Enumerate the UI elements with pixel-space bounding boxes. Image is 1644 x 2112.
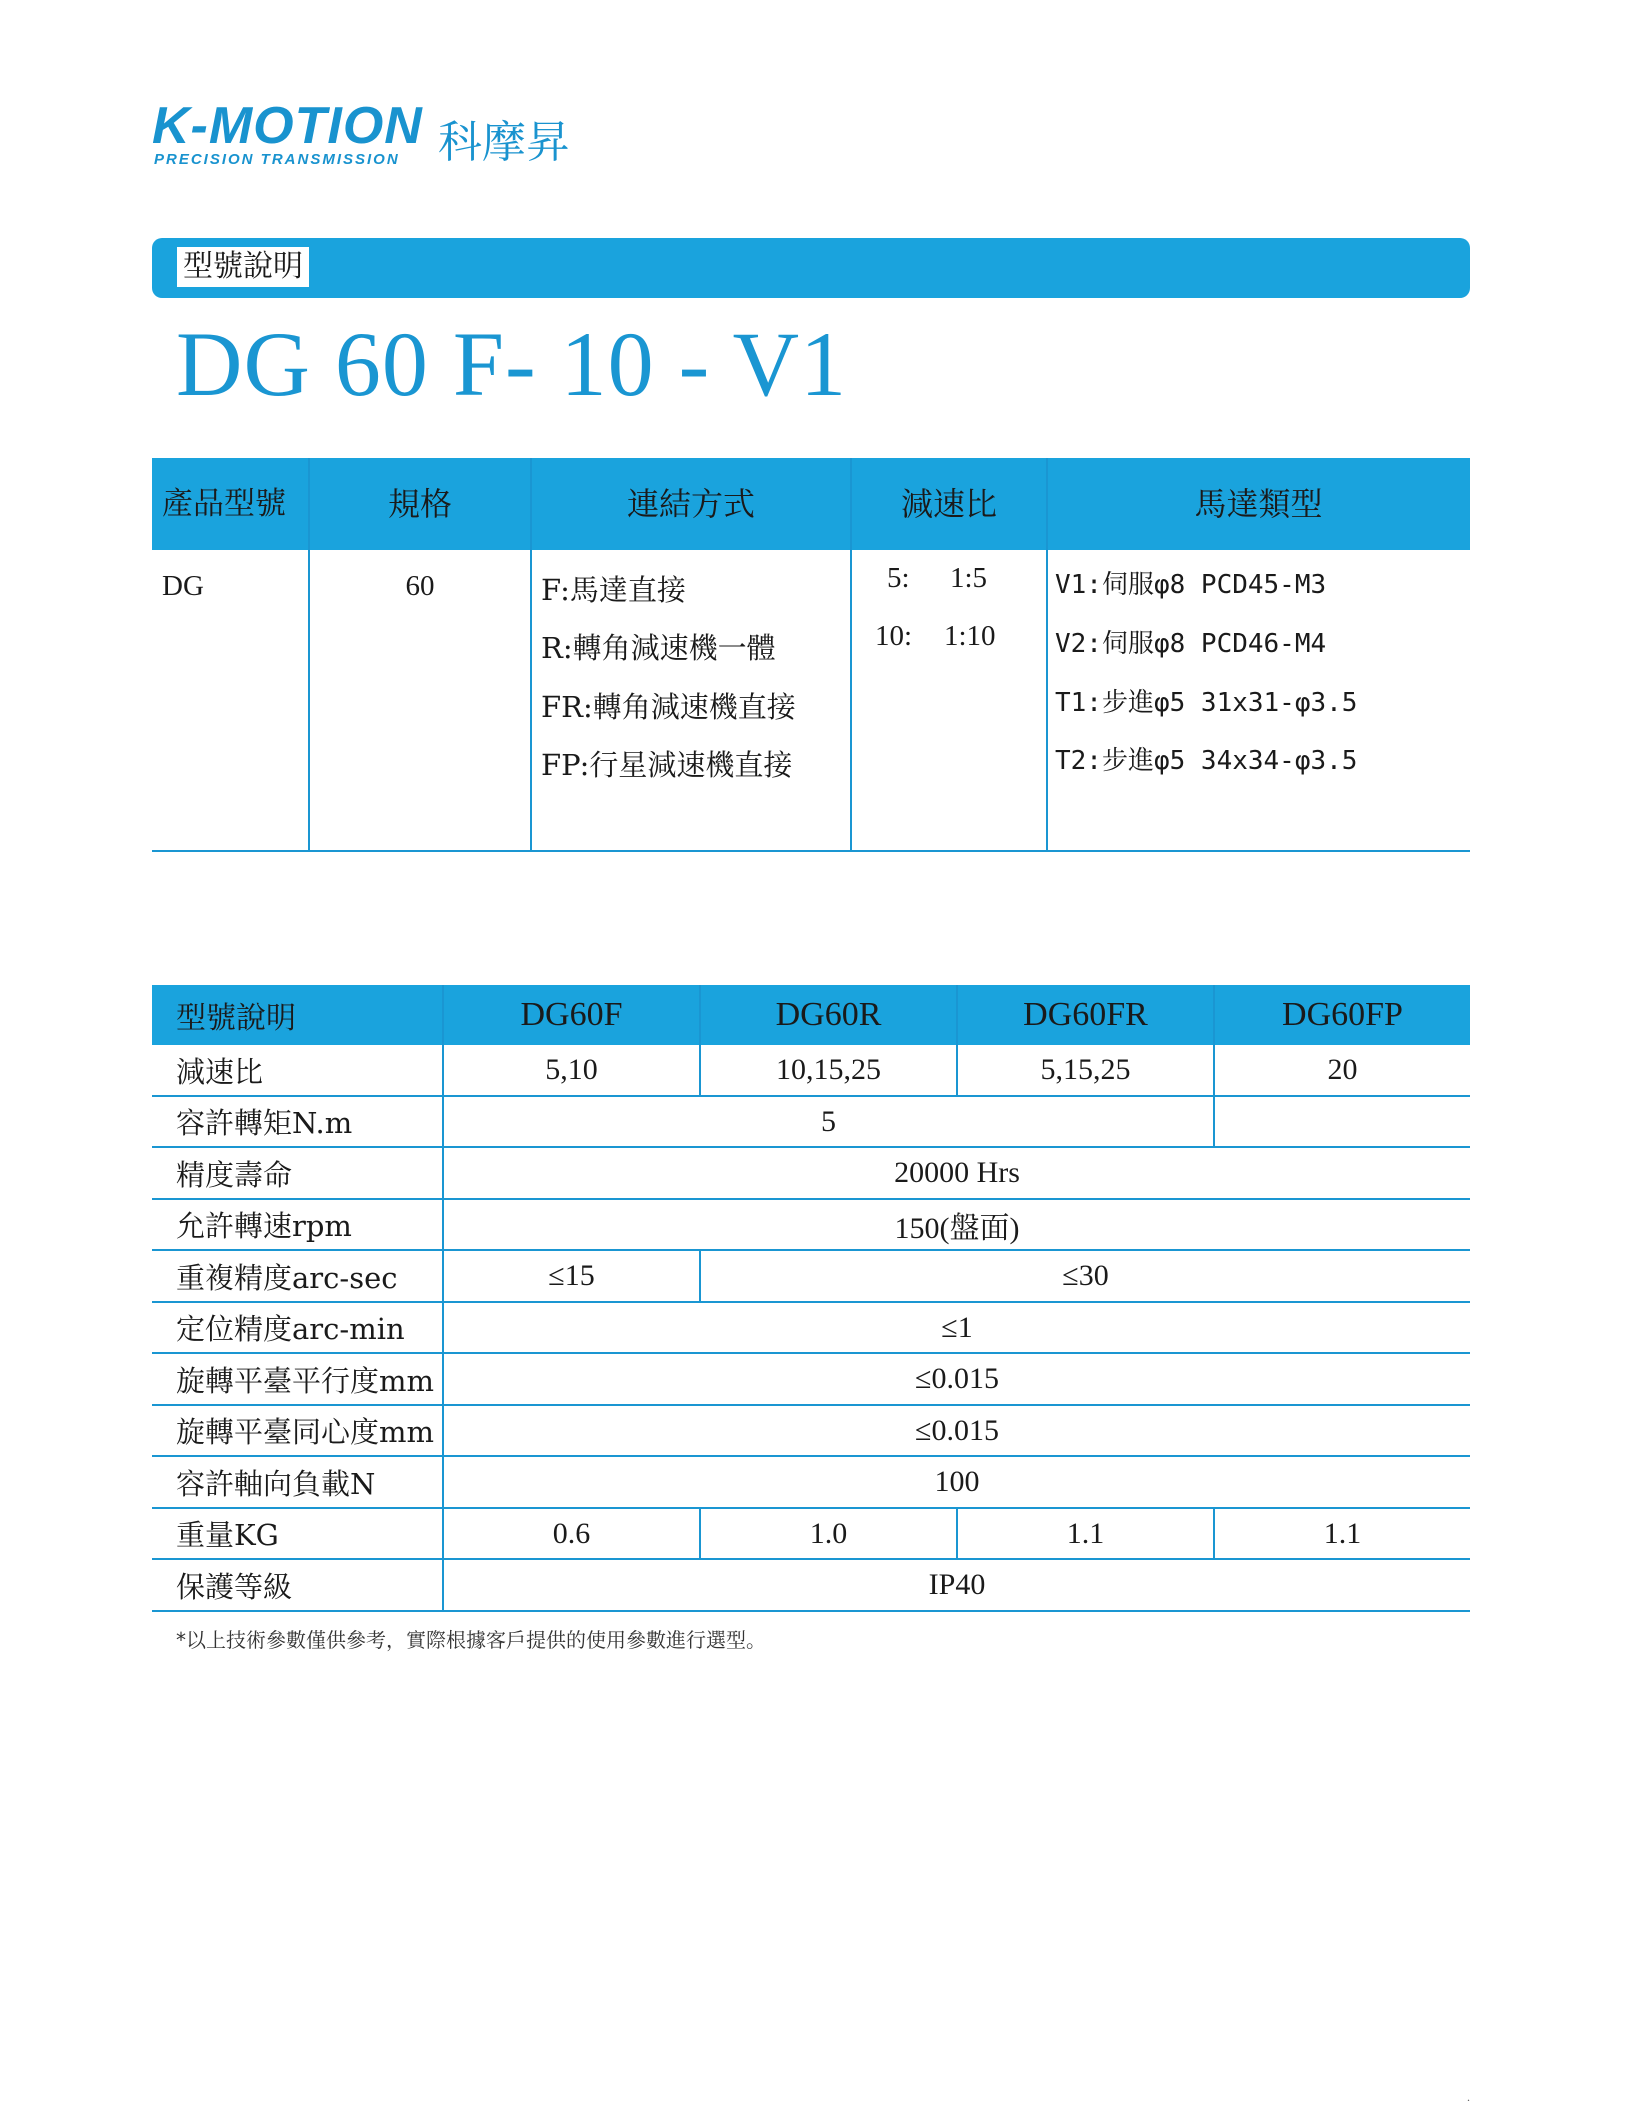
header-model: DG60FP (1213, 985, 1470, 1045)
logo-brand: K-MOTION (152, 97, 423, 155)
spec-row-ratio (152, 1045, 1470, 1097)
spec-cell: 5,15,25 (956, 1045, 1213, 1095)
connection-item: FR:轉角減速機直接 (541, 690, 796, 724)
spec-row-weight (152, 1509, 1470, 1560)
spec-row-label: 旋轉平臺平行度mm (176, 1363, 434, 1398)
spec-cell: 5 (442, 1097, 1213, 1146)
spec-row-label: 減速比 (176, 1054, 264, 1089)
header-motor: 馬達類型 (1194, 485, 1323, 523)
spec-cell (1213, 1097, 1470, 1146)
spec-row-concentricity (152, 1406, 1470, 1457)
connection-item: F:馬達直接 (541, 573, 686, 607)
column-divider (850, 458, 852, 852)
spec-row-label: 保護等級 (176, 1569, 293, 1604)
spec-cell: 10,15,25 (699, 1045, 956, 1095)
header-spec: 規格 (387, 485, 452, 523)
header-label: 型號說明 (176, 1001, 296, 1036)
spec-row-label: 旋轉平臺同心度mm (176, 1415, 434, 1449)
spec-row-label: 容許轉矩N.m (176, 1106, 353, 1140)
model-code-table (152, 458, 1470, 852)
spec-row-label: 精度壽命 (176, 1157, 293, 1192)
header-connection: 連結方式 (626, 485, 755, 523)
motor-item: V2:伺服φ8 PCD46-M4 (1055, 629, 1327, 659)
spec-cell: ≤0.015 (442, 1354, 1470, 1404)
spec-row-parallelism (152, 1354, 1470, 1406)
spec-row-positioning (152, 1303, 1470, 1354)
motor-item: T1:步進φ5 31x31-φ3.5 (1055, 688, 1358, 718)
model-code-example: DG 60 F- 10 - V1 (176, 313, 848, 415)
spec-row-protection (152, 1560, 1470, 1612)
motor-item: T2:步進φ5 34x34-φ3.5 (1055, 746, 1358, 776)
section-banner (152, 238, 1470, 298)
corner-mark: . (1467, 2090, 1470, 2104)
spec-cell: 1.1 (1213, 1509, 1470, 1558)
spec-cell: ≤30 (699, 1251, 1470, 1301)
spec-cell: ≤15 (442, 1251, 699, 1301)
header-ratio: 減速比 (900, 485, 997, 523)
spec-row-label: 容許軸向負載N (176, 1466, 376, 1501)
spec-row-speed (152, 1200, 1470, 1251)
spec-row-life (152, 1148, 1470, 1200)
spec-row-repeatability (152, 1251, 1470, 1303)
spec-cell: 0.6 (442, 1509, 699, 1558)
column-divider (308, 458, 310, 852)
spec-cell: 1.1 (956, 1509, 1213, 1558)
model-code-table-header (152, 458, 1470, 550)
spec-row-axial-load (152, 1457, 1470, 1509)
spec-cell: IP40 (442, 1560, 1470, 1610)
spec-cell: 20 (1213, 1045, 1470, 1095)
motor-item: V1:伺服φ8 PCD45-M3 (1055, 570, 1327, 600)
column-divider (1046, 458, 1048, 852)
ratio-key: 10: (875, 620, 913, 652)
company-logo (152, 97, 602, 170)
logo-chinese-name: 科摩昇 (438, 117, 570, 168)
spec-cell: ≤1 (442, 1303, 1470, 1352)
header-model: DG60FR (956, 985, 1213, 1045)
spec-cell: 100 (442, 1457, 1470, 1507)
header-model: DG60R (699, 985, 956, 1045)
ratio-value: 1:5 (950, 562, 988, 594)
connection-item: FP:行星減速機直接 (541, 748, 793, 782)
spec-row-torque (152, 1097, 1470, 1148)
footnote: *以上技術參數僅供參考，實際根據客戶提供的使用參數進行選型。 (176, 1628, 766, 1652)
column-divider (530, 458, 532, 852)
section-title: 型號說明 (177, 247, 309, 287)
connection-item: R:轉角減速機一體 (541, 631, 776, 665)
spec-cell: 1.0 (699, 1509, 956, 1558)
spec-cell: ≤0.015 (442, 1406, 1470, 1455)
logo-tagline: PRECISION TRANSMISSION (154, 151, 400, 168)
spec-table-header (152, 985, 1470, 1045)
spec-row-label: 重複精度arc-sec (176, 1260, 398, 1295)
spec-row-label: 重量KG (176, 1518, 279, 1552)
ratio-key: 5: (887, 562, 910, 594)
spec-cell: 20000 Hrs (442, 1148, 1470, 1198)
spec-cell: 5,10 (442, 1045, 699, 1095)
spec-row-label: 定位精度arc-min (176, 1312, 405, 1346)
header-product: 產品型號 (162, 486, 286, 522)
product-value: DG (162, 570, 204, 602)
spec-cell: 150(盤面) (442, 1200, 1470, 1249)
table-bottom-border (152, 850, 1470, 852)
ratio-value: 1:10 (944, 620, 996, 652)
header-model: DG60F (442, 985, 699, 1045)
spec-row-label: 允許轉速rpm (176, 1209, 352, 1243)
spec-value: 60 (405, 570, 435, 602)
